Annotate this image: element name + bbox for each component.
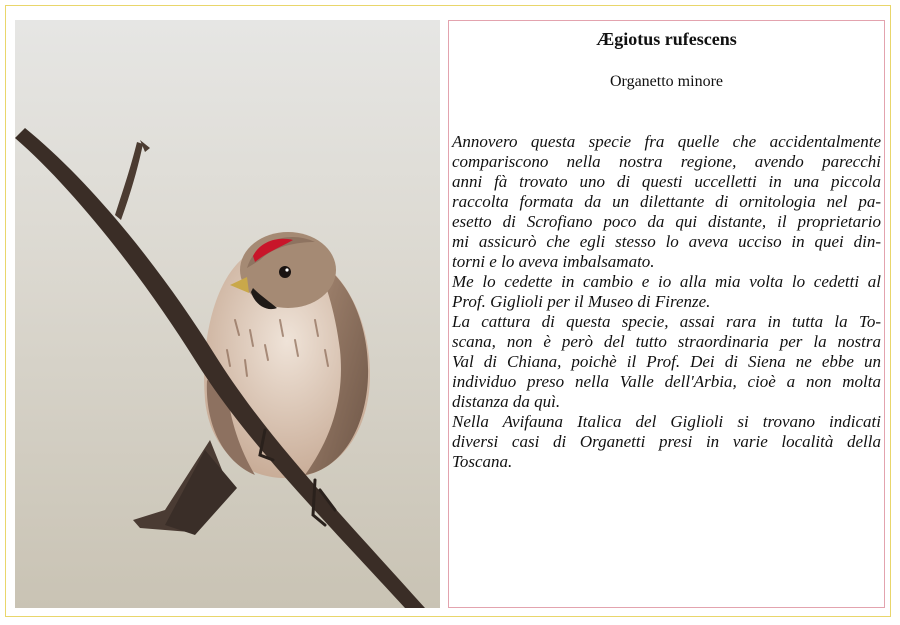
species-title: Ægiotus rufescens (596, 29, 737, 49)
paragraph-line: La cattura di questa specie, assai rara in tutta la To- (452, 312, 881, 331)
text-panel (448, 20, 885, 608)
paragraph-line: anni fà trovato uno di questi uccelletti in una piccola (452, 172, 881, 191)
paragraph-line: Toscana. (452, 452, 513, 471)
paragraph-line: diversi casi di Organetti presi in varie località della (452, 432, 881, 451)
redpoll-bird-icon (15, 20, 440, 608)
paragraph-line: mi assicurò che egli stesso lo aveva ucciso in quei din- (452, 232, 881, 251)
paragraph-line: raccolta formata da un dilettante di ornitologia nel pa- (452, 192, 881, 211)
paragraph-line: Nella Avifauna Italica del Giglioli si trovano indicati (452, 412, 881, 431)
body-text (452, 132, 881, 472)
paragraph-line: distanza da quì. (452, 392, 561, 411)
paragraph-line: scana, non è però del tutto straordinaria per la nostra (452, 332, 881, 351)
paragraph-line: compariscono nella nostra regione, avendo parecchi (452, 152, 881, 171)
paragraph-line: individuo preso nella Valle dell'Arbia, cioè a non molta (452, 372, 881, 391)
paragraph-line: esetto di Scrofiano poco da qui distante, il proprietario (452, 212, 881, 231)
paragraph-line: Val di Chiana, poichè il Prof. Dei di Siena ne ebbe un (452, 352, 881, 371)
paragraph-line: torni e lo aveva imbalsamato. (452, 252, 655, 271)
paragraph-line: Prof. Giglioli per il Museo di Firenze. (452, 292, 711, 311)
paragraph-line: Me lo cedette in cambio e io alla mia volta lo cedetti al (452, 272, 881, 291)
paragraph-line: Annovero questa specie fra quelle che accidentalmente (452, 132, 881, 151)
common-name: Organetto minore (609, 73, 723, 90)
bird-photo (15, 20, 440, 608)
